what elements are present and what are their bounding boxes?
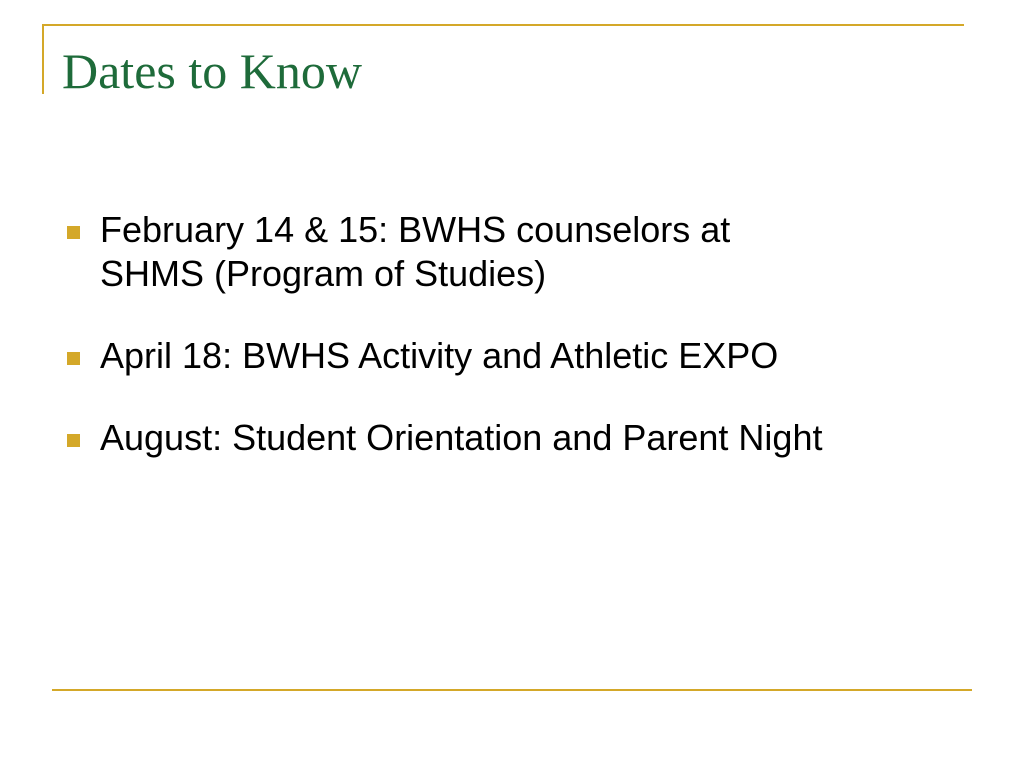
slide-title: Dates to Know [62,43,362,99]
bullet-text-line: SHMS (Program of Studies) [100,253,547,294]
bullet-item-february [62,208,982,296]
bullet-text-line: April 18: BWHS Activity and Athletic EXPO [100,335,779,376]
bullet-item-april [62,334,982,378]
square-bullet-icon [67,226,80,239]
bullet-list [62,208,982,460]
bottom-accent-rule [52,689,972,691]
top-accent-rule [42,24,964,26]
left-accent-rule [42,24,44,94]
bullet-text-line: August: Student Orientation and Parent Night [100,417,823,458]
square-bullet-icon [67,352,80,365]
bullet-item-august [62,416,982,460]
bullet-text-line: February 14 & 15: BWHS counselors at [100,209,731,250]
square-bullet-icon [67,434,80,447]
